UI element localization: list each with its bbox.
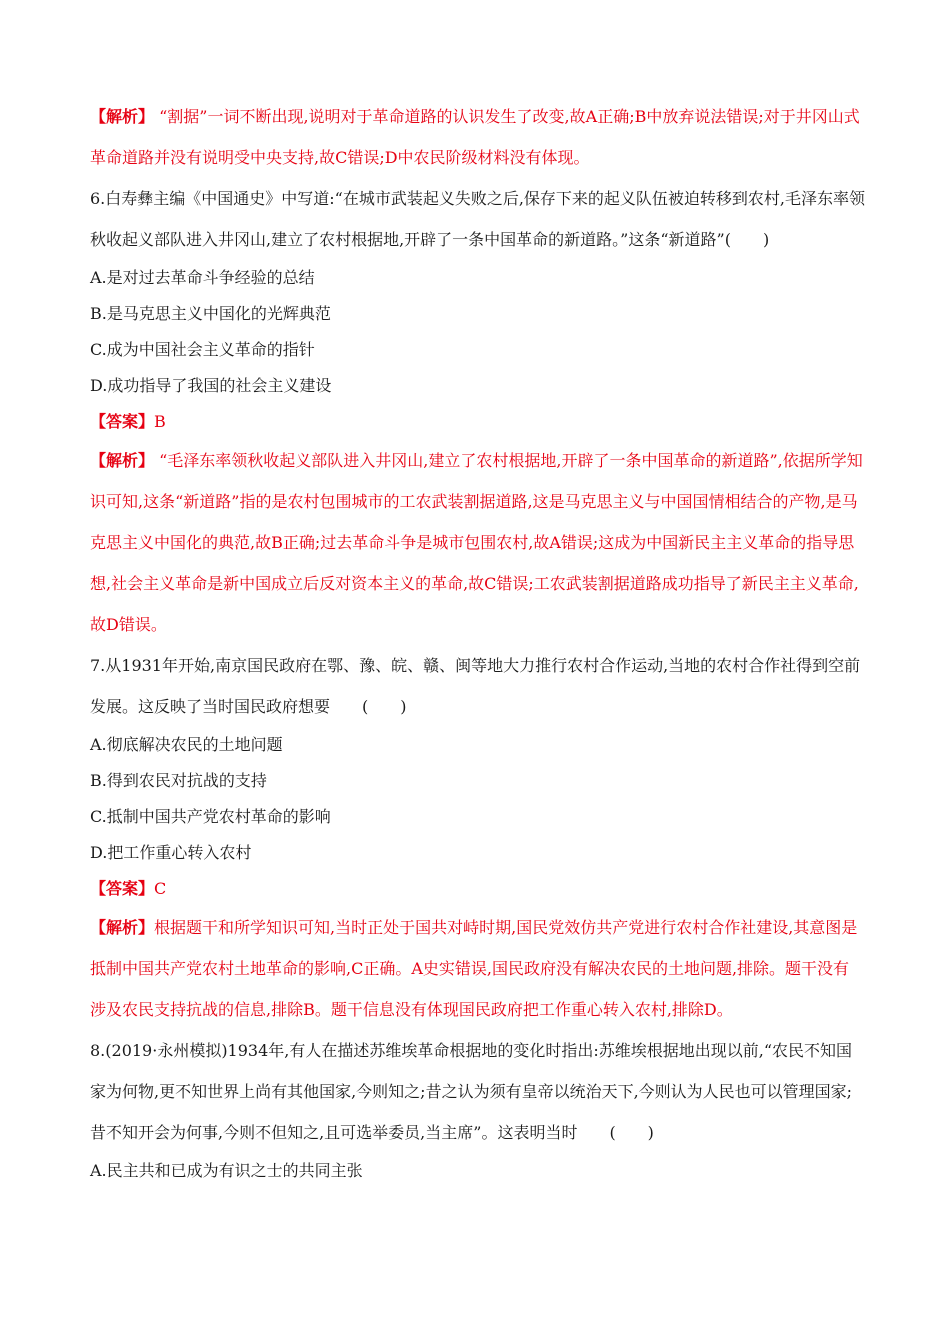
question-6-option-c: C.成为中国社会主义革命的指针 [90,340,315,359]
question-7-option-c: C.抵制中国共产党农村革命的影响 [90,807,331,826]
answer-value: C [154,879,167,898]
answer-value: B [154,412,166,431]
analysis-text: “割据”一词不断出现,说明对于革命道路的认识发生了改变,故A正确;B中放弃说法错误;对于井冈山式革命道路并没有说明受中央支持,故C错误;D中农民阶级材料没有体现。 [90,107,860,167]
question-8-stem: 8.(2019·永州模拟)1934年,有人在描述苏维埃革命根据地的变化时指出:苏维埃根据地出现以前,“农民不知国家为何物,更不知世界上尚有其他国家,今则知之;昔之认为须有皇帝以统治天下,今则认为人民也可以管理国家;昔不知开会为何事,今则不但知之,且可选举委员,当主席”。这表明当时 ( ) [90,1041,853,1142]
question-7-stem: 7.从1931年开始,南京国民政府在鄂、豫、皖、赣、闽等地大力推行农村合作运动,当地的农村合作社得到空前发展。这反映了当时国民政府想要 ( ) [90,656,861,716]
analysis-tag: 【解析】 [90,918,155,937]
question-7-option-d: D.把工作重心转入农村 [90,843,252,862]
analysis-tag: 【解析】 [90,107,155,126]
analysis-text: “毛泽东率领秋收起义部队进入井冈山,建立了农村根据地,开辟了一条中国革命的新道路”,依据所学知识可知,这条“新道路”指的是农村包围城市的工农武装割据道路,这是马克思主义与中国国情相结合的产物,是马克思主义中国化的典范,故B正确;过去革命斗争是城市包围农村,故A错误;这成为中国新民主主义革命的指导思想,社会主义革命是新中国成立后反对资本主义的革命,故C错误;工农武装割据道路成功指导了新民主主义革命,故D错误。 [90,451,863,634]
analysis-text: 根据题干和所学知识可知,当时正处于国共对峙时期,国民党效仿共产党进行农村合作社建设,其意图是抵制中国共产党农村土地革命的影响,C正确。A史实错误,国民政府没有解决农民的土地问题,排除。题干没有涉及农民支持抗战的信息,排除B。题干信息没有体现国民政府把工作重心转入农村,排除D。 [90,918,858,1019]
question-6-option-d: D.成功指导了我国的社会主义建设 [90,376,332,395]
question-7-answer [90,871,865,907]
question-6-answer [90,404,865,440]
answer-tag: 【答案】 [90,412,155,431]
answer-tag: 【答案】 [90,879,155,898]
document-content [90,96,865,1189]
analysis-tag: 【解析】 [90,451,155,470]
question-6-stem: 6.白寿彝主编《中国通史》中写道:“在城市武装起义失败之后,保存下来的起义队伍被迫转移到农村,毛泽东率领秋收起义部队进入井冈山,建立了农村根据地,开辟了一条中国革命的新道路。”这条“新道路”( ) [90,189,866,249]
question-7-analysis [90,907,865,1030]
question-6-option-a: A.是对过去革命斗争经验的总结 [90,268,315,287]
question-6-analysis [90,440,865,645]
analysis-block [90,96,865,178]
question-7-option-a: A.彻底解决农民的土地问题 [90,735,283,754]
question-7-option-b: B.得到农民对抗战的支持 [90,771,267,790]
question-8-option-a: A.民主共和已成为有识之士的共同主张 [90,1161,363,1180]
question-6-option-b: B.是马克思主义中国化的光辉典范 [90,304,331,323]
